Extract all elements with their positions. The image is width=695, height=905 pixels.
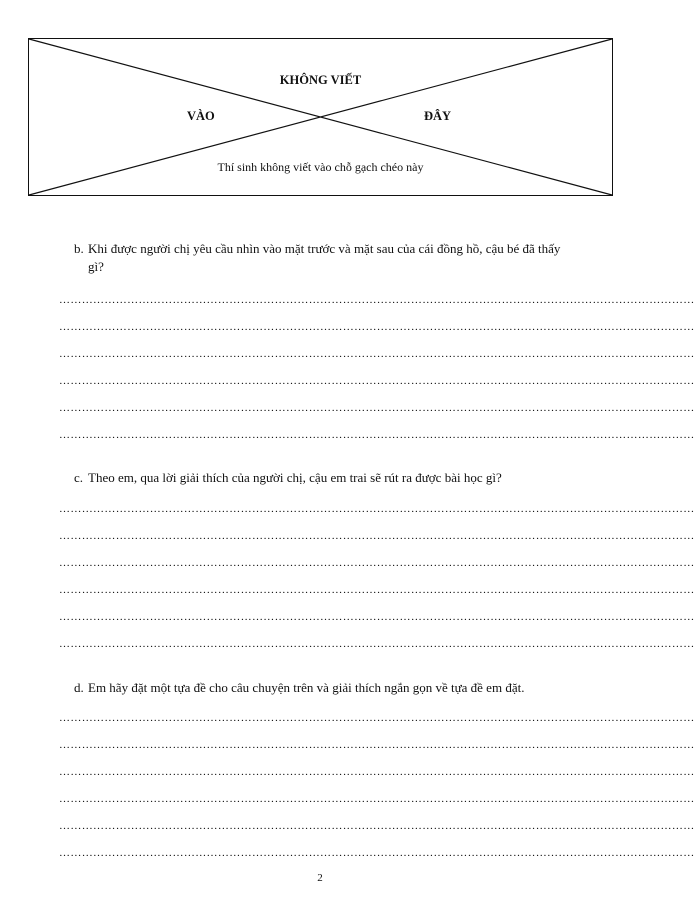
question-label: b. xyxy=(74,241,84,256)
answer-line-c-4[interactable]: …………………………………………………………………………………………………………………………………………………… xyxy=(59,584,695,596)
no-write-note: Thí sinh không viết vào chỗ gạch chéo này xyxy=(217,160,424,174)
question-text: Em hãy đặt một tựa đề cho câu chuyện trên và giải thích ngắn gọn về tựa đề em đặt. xyxy=(88,680,525,695)
answer-line-c-1[interactable]: …………………………………………………………………………………………………………………………………………………… xyxy=(59,503,695,515)
question-text: Khi được người chị yêu cầu nhìn vào mặt trước và mặt sau của cái đồng hồ, cậu bé đã thấy xyxy=(88,241,561,256)
answer-line-c-5[interactable]: …………………………………………………………………………………………………………………………………………………… xyxy=(59,611,695,623)
question-label: c. xyxy=(74,470,84,485)
answer-line-d-6[interactable]: …………………………………………………………………………………………………………………………………………………… xyxy=(59,847,695,859)
question-d xyxy=(74,679,594,697)
answer-line-b-3[interactable]: …………………………………………………………………………………………………………………………………………………… xyxy=(59,348,695,360)
answer-line-b-6[interactable]: …………………………………………………………………………………………………………………………………………………… xyxy=(59,429,695,441)
question-text-continuation: gì? xyxy=(88,259,104,274)
answer-line-b-5[interactable]: …………………………………………………………………………………………………………………………………………………… xyxy=(59,402,695,414)
answer-line-c-2[interactable]: …………………………………………………………………………………………………………………………………………………… xyxy=(59,530,695,542)
answer-line-d-3[interactable]: …………………………………………………………………………………………………………………………………………………… xyxy=(59,766,695,778)
answer-line-b-4[interactable]: …………………………………………………………………………………………………………………………………………………… xyxy=(59,375,695,387)
page-number: 2 xyxy=(317,872,323,884)
question-text: Theo em, qua lời giải thích của người chị, cậu em trai sẽ rút ra được bài học gì? xyxy=(88,470,502,485)
no-write-title: KHÔNG VIẾT xyxy=(279,73,362,87)
answer-line-c-3[interactable]: …………………………………………………………………………………………………………………………………………………… xyxy=(59,557,695,569)
answer-line-b-1[interactable]: …………………………………………………………………………………………………………………………………………………… xyxy=(59,294,695,306)
answer-line-d-2[interactable]: …………………………………………………………………………………………………………………………………………………… xyxy=(59,739,695,751)
question-label: d. xyxy=(74,680,84,695)
answer-line-b-2[interactable]: …………………………………………………………………………………………………………………………………………………… xyxy=(59,321,695,333)
answer-line-d-1[interactable]: …………………………………………………………………………………………………………………………………………………… xyxy=(59,712,695,724)
no-write-right-label: ĐÂY xyxy=(424,109,452,123)
answer-line-d-4[interactable]: …………………………………………………………………………………………………………………………………………………… xyxy=(59,793,695,805)
do-not-write-box xyxy=(28,38,613,196)
question-c xyxy=(74,469,594,487)
answer-line-d-5[interactable]: …………………………………………………………………………………………………………………………………………………… xyxy=(59,820,695,832)
question-b xyxy=(74,240,594,276)
answer-line-c-6[interactable]: …………………………………………………………………………………………………………………………………………………… xyxy=(59,638,695,650)
no-write-left-label: VÀO xyxy=(187,109,215,123)
